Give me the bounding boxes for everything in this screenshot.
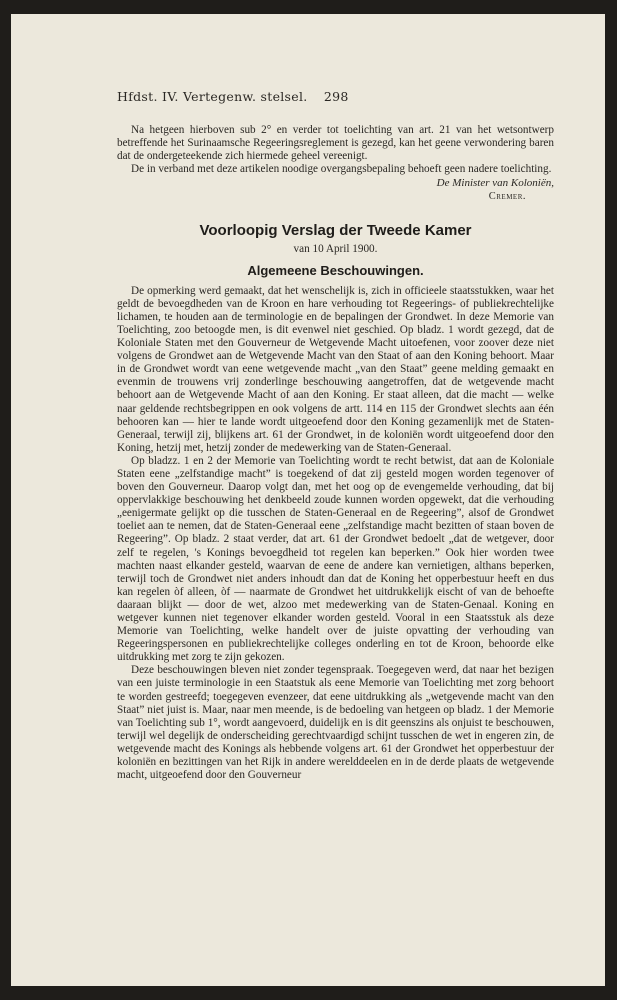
paragraph-3: Deze beschouwingen bleven niet zonder tegenspraak. Toegegeven werd, dat naar het bezigen van een juiste terminologie in een Staatstuk als eene Memorie van Toelichting met zorg behoort te worden gestreefd; toegegeven evenzeer, dat eene uitdrukking als „wetgevende macht van den Staat” niet juist is. Maar, naar men meende, is de bedoeling van hetgeen op bladz. 1 der Memorie van Toelichting sub 1°, wordt aangevoerd, duidelijk en is dit geenszins als onjuist te beschouwen, terwijl wel degelijk de onderscheiding gerechtvaardigd schijnt tusschen de wet in engeren zin, de wetgevende macht des Konings als hebbende volgens art. 61 der Grondwet het opperbestuur der koloniën en bezittingen van het Rijk in andere werelddeelen en in de derde plaats de wetgevende macht, uitgeoefend door den Gouverneur [117,664,554,782]
running-title: Hfdst. IV. Vertegenw. stelsel. [117,89,308,104]
paragraph-2: Op bladzz. 1 en 2 der Memorie van Toelichting wordt te recht betwist, dat aan de Koloniale Staten eene „zelfstandige macht” is toegekend of dat zij gesteld mogen worden tegenover of boven den Gouverneur. Daarop volgt dan, met het oog op de evengemelde verhouding, dat bij oppervlakkige beschouwing het denkbeeld zoude kunnen worden opgewekt, dat die verhouding „eenigermate gelijkt op die tusschen de Staten-Generaal en de Regeering”, alsof de Grondwet toeliet aan te nemen, dat de Staten-Generaal eene „zelfstandige macht bezitten of staan boven de Regeering”. Op bladz. 2 staat verder, dat art. 61 der Grondwet bedoelt „dat de wetgever, door zelf te regelen, 's Konings bevoegdheid tot regelen kan beperken.” Ook hier worden twee machten naast elkander gesteld, waarvan de eene de andere kan vernietigen, althans beperken, terwijl toch de Grondwet niet anders inhoudt dan dat de Koning het opperbestuur heeft en dus kan regelen òf alleen, òf — naarmate de Grondwet het uitdrukkelijk eischt of van de behoefte daaraan blijkt — door de wet, alzoo met medewerking van de Staten-Genaal. Koning en wetgever kunnen niet tegenover elkander worden gesteld. Vooral in een Staatsstuk als deze Memorie van Toelichting, welke handelt over de juiste opvatting der verhouding van Regeeringspersonen en publiekrechtelijke colleges onderling en tot de Kroon, behoorde elke uitdrukking met zorg te zijn gekozen. [117,454,554,664]
intro-paragraph-1: Na hetgeen hierboven sub 2° en verder tot toelichting van art. 21 van het wetsontwerp betreffende het Surinaamsche Regeeringsreglement is gezegd, kan het geene verwondering baren dat de ondergeteekende zich hiermede geheel vereenigt. [117,124,554,163]
page-number: 298 [323,89,349,104]
signature-title: De Minister van Koloniën, [436,177,554,190]
signature-name: Cremer. [488,191,526,203]
report-title: Voorloopig Verslag der Tweede Kamer [199,222,472,240]
report-date: van 10 April 1900. [293,243,378,256]
section-title: Algemeene Beschouwingen. [247,262,424,278]
intro-paragraph-2: De in verband met deze artikelen noodige overgangsbepaling behoeft geen nadere toelichting. [131,163,552,176]
paragraph-1: De opmerking werd gemaakt, dat het wenschelijk is, zich in officieele staatsstukken, waar het geldt de bevoegdheden van de Kroon en hare verhouding tot Regeerings- of publiekrechtelijke lichamen, te houden aan de terminologie en de bepalingen der Grondwet. In deze Memorie van Toelichting, zoo betoogde men, is dit evenwel niet geschied. Op bladz. 1 wordt gezegd, dat de Koloniale Staten met den Gouverneur de Wetgevende Macht uitoefenen, voor zoover deze niet volgens de Grondwet aan de Wetgevende Macht van den Staat of aan den Koning behoort. Maar in de Grondwet wordt van eene wetgevende macht „van den Staat” geene melding gemaakt en evenmin de trouwens vrij zonderlinge beschouwing aangetroffen, dat de wetgevende macht behoort aan de Wetgevende Macht of aan den Koning. Er staat alleen, dat die macht — welke naar geldende rechtsbegrippen en ook volgens de artt. 114 en 115 der Grondwet slechts aan één behooren kan — hier te lande wordt uitgeoefend door den Koning gezamenlijk met de Staten-Generaal, terwijl zij, blijkens art. 61 der Grondwet, in de koloniën wordt uitgeoefend door den Koning, hetzij met, hetzij zonder de medewerking van de Staten-Generaal. [117,284,554,454]
running-header [117,89,349,104]
document-page [11,14,605,986]
page-body [117,124,554,782]
